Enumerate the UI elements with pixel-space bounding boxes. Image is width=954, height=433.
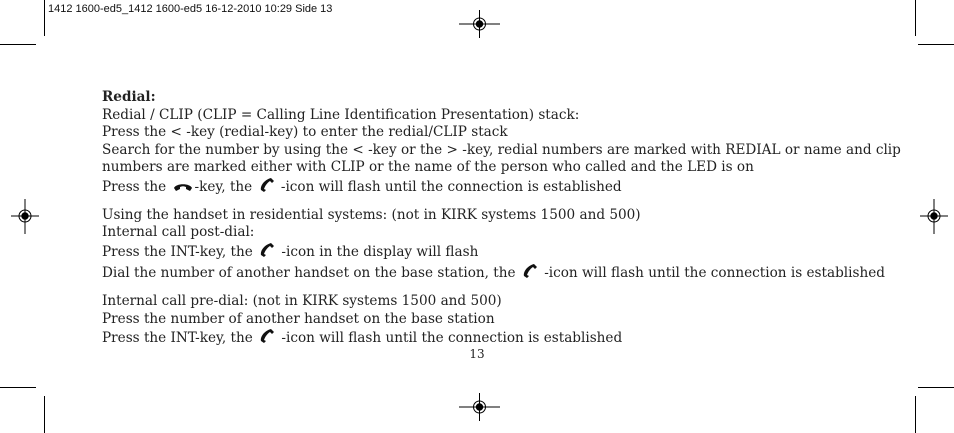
- registration-mark-bottom: [459, 393, 500, 421]
- text-line: Dial the number of another handset on the base station, the -icon will flash until the connection is established: [102, 263, 902, 285]
- text-line: Press the number of another handset on the base station: [102, 310, 495, 327]
- text-line: Press the INT-key, the -icon will flash until the connection is established: [102, 328, 902, 350]
- text-line: Internal call pre-dial: (not in KIRK systems 1500 and 500): [102, 292, 502, 309]
- residential-section: [102, 207, 902, 285]
- handset-icon: [522, 263, 538, 285]
- text-line: Press the INT-key, the -icon in the display will flash: [102, 242, 902, 264]
- text-line: Internal call post-dial:: [102, 224, 255, 241]
- registration-mark-left: [11, 199, 39, 234]
- section-heading: Redial:: [102, 89, 156, 105]
- text-line: Press the -key, the -icon will flash until the connection is established: [102, 177, 902, 199]
- text-line: Redial / CLIP (CLIP = Calling Line Identification Presentation) stack:: [102, 106, 580, 123]
- pre-dial-section: [102, 293, 902, 350]
- registration-mark-right: [920, 199, 948, 234]
- registration-mark-top: [459, 10, 500, 38]
- page-number: 13: [469, 347, 485, 361]
- manual-content: [102, 89, 902, 358]
- handset-icon: [259, 242, 275, 264]
- redial-section: [102, 89, 902, 199]
- text-line: Search for the number by using the < -key or the > -key, redial numbers are marked with REDIAL or name and clip numbers are marked either with CLIP or the name of the person who called and the LED is on: [102, 141, 901, 176]
- handset-icon: [259, 177, 275, 199]
- call-key-icon: [173, 181, 193, 199]
- text-line: Using the handset in residential systems: (not in KIRK systems 1500 and 500): [102, 206, 641, 223]
- text-line: Press the < -key (redial-key) to enter the redial/CLIP stack: [102, 124, 508, 141]
- print-slug: 1412 1600-ed5_1412 1600-ed5 16-12-2010 10:29 Side 13: [48, 3, 333, 15]
